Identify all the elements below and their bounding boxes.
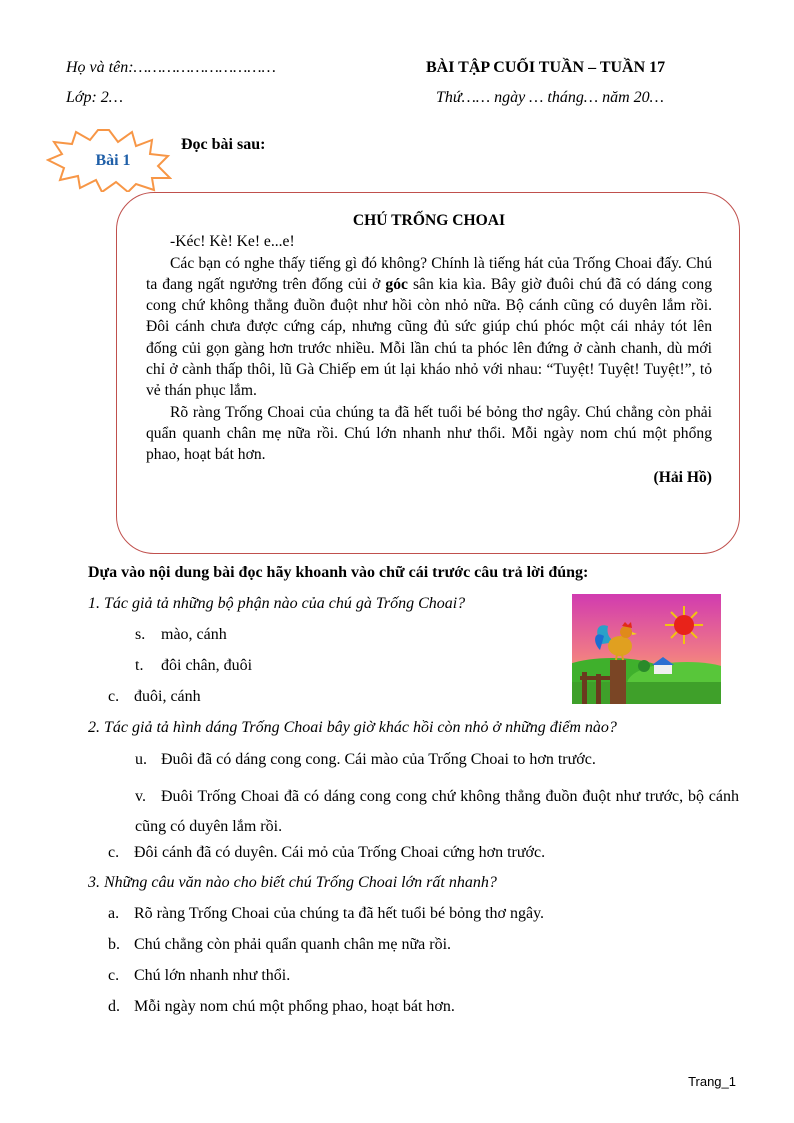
rooster-illustration <box>572 594 721 704</box>
class-field: Lớp: 2… <box>66 89 123 106</box>
question-1: 1. Tác giả tả những bộ phận nào của chú gà Trống Choai? <box>88 595 466 612</box>
question-2-option: v. Đuôi Trống Choai đã có dáng cong cong chứ không thẳng đuồn đuột như trước, bộ cánh cũng có duyên lắm rồi. <box>135 788 739 835</box>
question-2-option: c. Đôi cánh đã có duyên. Cái mỏ của Trống Choai cứng hơn trước. <box>108 844 546 861</box>
question-2-option: u. Đuôi đã có dáng cong cong. Cái mào của Trống Choai to hơn trước. <box>135 751 596 768</box>
story-text <box>146 210 712 488</box>
question-1-option: c. đuôi, cánh <box>108 688 201 705</box>
questions-instruction: Dựa vào nội dung bài đọc hãy khoanh vào chữ cái trước câu trả lời đúng: <box>88 564 589 581</box>
question-1-option: t. đôi chân, đuôi <box>135 657 253 674</box>
question-1-option: s. mào, cánh <box>135 626 227 643</box>
question-3-option: c. Chú lớn nhanh như thổi. <box>108 967 291 984</box>
story-line-1: -Kéc! Kè! Ke! e...e! <box>170 233 295 251</box>
story-paragraph-2: Rõ ràng Trống Choai của chúng ta đã hết tuổi bé bỏng thơ ngây. Chú chẳng còn phải quẩn quanh chân mẹ nữa rồi. Chú lớn nhanh như thổi. Mỗi ngày nom chú một phổng phao, hoạt bát hơn. <box>146 403 712 464</box>
bold-word: góc <box>385 275 408 293</box>
worksheet-title: BÀI TẬP CUỐI TUẦN – TUẦN 17 <box>426 59 666 76</box>
question-3-option: a. Rõ ràng Trống Choai của chúng ta đã hết tuổi bé bỏng thơ ngây. <box>108 905 545 922</box>
question-3: 3. Những câu văn nào cho biết chú Trống Choai lớn rất nhanh? <box>88 874 497 891</box>
question-3-option: b. Chú chẳng còn phải quẩn quanh chân mẹ nữa rồi. <box>108 936 452 953</box>
story-author: (Hải Hồ) <box>653 468 712 486</box>
page-number: Trang_1 <box>688 1074 736 1089</box>
student-name-field: Họ và tên:………………………… <box>66 59 276 76</box>
date-field: Thứ…… ngày … tháng… năm 20… <box>436 89 664 106</box>
question-3-option: d. Mỗi ngày nom chú một phổng phao, hoạt bát hơn. <box>108 998 455 1015</box>
exercise-instruction: Đọc bài sau: <box>181 136 266 153</box>
exercise-badge-label: Bài 1 <box>95 152 131 169</box>
question-2: 2. Tác giả tả hình dáng Trống Choai bây giờ khác hồi còn nhỏ ở những điểm nào? <box>88 719 617 736</box>
story-title: CHÚ TRỐNG CHOAI <box>352 212 506 229</box>
story-paragraph-1: Các bạn có nghe thấy tiếng gì đó không? Chính là tiếng hát của Trống Choai đấy. Chú ta đang ngất ngưởng trên đống củi ở góc sân kia kìa. Bây giờ đuôi chú đã có dáng cong cong chứ không thẳng đuồn đuột như hồi còn nhỏ nữa. Bộ cánh cũng có duyên lắm rồi. Đôi cánh chưa được cứng cáp, nhưng cũng đủ sức giúp chú phóc một cái nhảy tót lên đống củi gọn gàng hơn trước nhiều. Mỗi lần chú ta phóc lên đứng ở cành chanh, dù mới chỉ ở cành thấp thôi, lũ Gà Chiếp em út lại kháo nhỏ với nhau: “Tuyệt! Tuyệt! Tuyệt!”, tỏ vẻ thán phục lắm. <box>146 254 713 400</box>
